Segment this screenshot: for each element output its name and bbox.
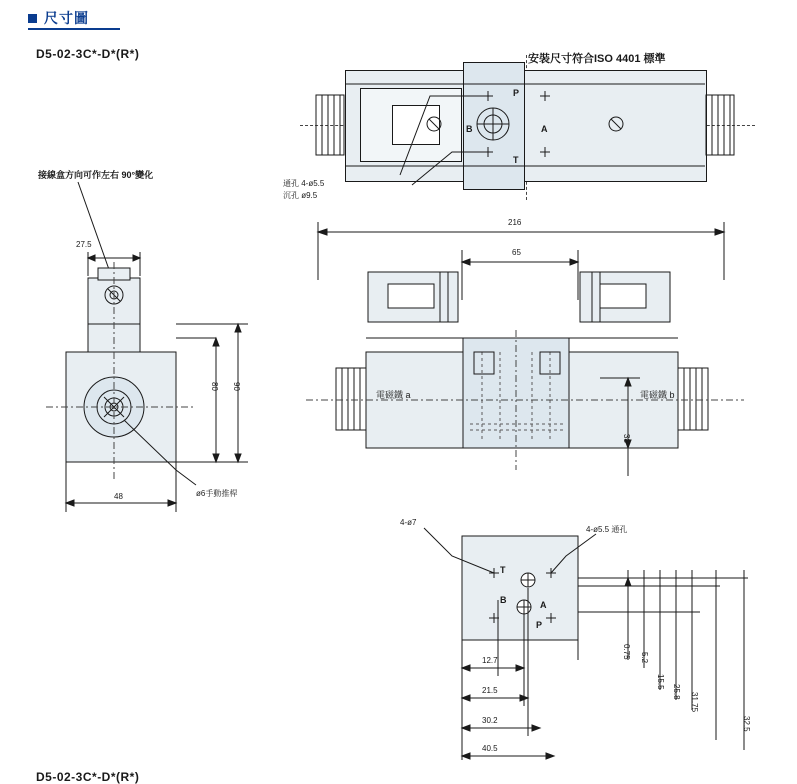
port-label-b: B (466, 124, 473, 134)
port-label-a: A (541, 124, 548, 134)
dim-65: 65 (512, 248, 521, 257)
dim-216: 216 (508, 218, 522, 227)
iso-standard-note: 安裝尺寸符合ISO 4401 標準 (528, 53, 666, 65)
terminal-box-note: 接線盒方向可作左右 90°變化 (38, 170, 154, 180)
hole-note-through: 通孔 4-ø5.5 (283, 179, 325, 188)
solenoid-b-label: 電磁鐵 b (640, 390, 675, 400)
dim-27-5: 27.5 (76, 240, 92, 249)
port-label-t: T (513, 155, 519, 165)
page-title: D5-02-3C*-D*(R*) (36, 47, 140, 61)
port-label-p: P (513, 88, 520, 98)
hole-note-4-o55: 4-ø5.5 通孔 (586, 525, 628, 534)
dim-40-5: 40.5 (482, 744, 498, 753)
bottom-port-label-p: P (536, 620, 543, 630)
dim-15-5: 15.5 (656, 674, 665, 690)
dim-30-2: 30.2 (482, 716, 498, 725)
dim-5-2: 5.2 (640, 652, 649, 664)
dim-38: 38 (622, 434, 631, 443)
dim-0-75: 0.75 (622, 644, 631, 660)
solenoid-a-label: 電磁鐵 a (376, 390, 411, 400)
dim-48: 48 (114, 492, 123, 501)
dim-90: 90 (232, 382, 241, 391)
bottom-model-label: D5-02-3C*-D*(R*) (36, 770, 140, 784)
hole-note-counterbore: 沉孔 ø9.5 (283, 191, 318, 200)
section-title: 尺寸圖 (44, 10, 89, 26)
dim-80: 80 (210, 382, 219, 391)
dim-25-8: 25.8 (672, 684, 681, 700)
bottom-port-label-b: B (500, 595, 507, 605)
manual-push-pin-callout: ø6手動推桿 (196, 489, 238, 498)
bottom-port-label-t: T (500, 565, 506, 575)
dim-31-75: 31.75 (690, 692, 699, 713)
dim-21-5: 21.5 (482, 686, 498, 695)
dim-32-5: 32.5 (742, 716, 751, 732)
bottom-port-label-a: A (540, 600, 547, 610)
dim-12-7: 12.7 (482, 656, 498, 665)
hole-note-4-o7: 4-ø7 (400, 518, 417, 527)
